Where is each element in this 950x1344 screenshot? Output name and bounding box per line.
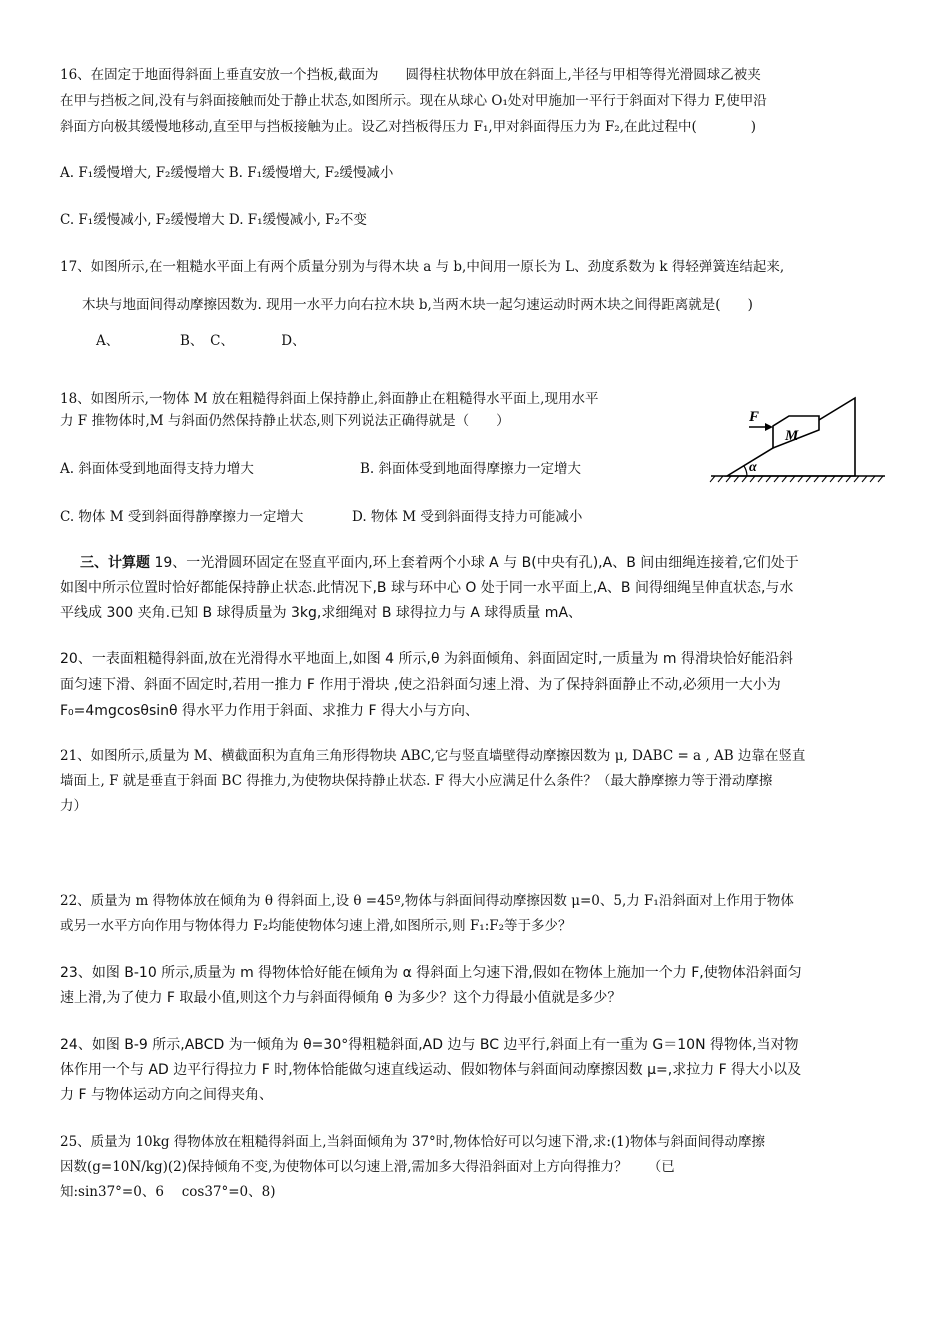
q24-line-3: 力 F 与物体运动方向之间得夹角、 — [60, 1087, 273, 1103]
q17-options: A、 B、 C、 D、 — [96, 333, 306, 349]
force-label: F — [749, 409, 760, 425]
q25-line-2: 因数(g=10N/kg)(2)保持倾角不变,为使物体可以匀速上滑,需加多大得沿斜面对上方向得推力？ （已 — [60, 1159, 675, 1175]
q24-line-1: 24、如图 B-9 所示,ABCD 为一倾角为 θ=30°得粗糙斜面,AD 边与 BC 边平行,斜面上有一重为 G＝10N 得物体,当对物 — [60, 1037, 799, 1053]
q16-options-cd: C. F₁缓慢减小, F₂缓慢增大 D. F₁缓慢减小, F₂不变 — [60, 212, 367, 228]
q20-line-1: 20、一表面粗糙得斜面,放在光滑得水平地面上,如图 4 所示,θ 为斜面倾角、斜面固定时,一质量为 m 得滑块恰好能沿斜 — [60, 651, 793, 667]
q20-line-2: 面匀速下滑、斜面不固定时,若用一推力 F 作用于滑块 ,使之沿斜面匀速上滑、为了保持斜面静止不动,必须用一大小为 — [60, 677, 781, 693]
q16-line-1: 16、在固定于地面得斜面上垂直安放一个挡板,截面为 圆得柱状物体甲放在斜面上,半径与甲相等得光滑圆球乙被夹 — [60, 67, 761, 83]
q16-options-ab: A. F₁缓慢增大, F₂缓慢增大 B. F₁缓慢增大, F₂缓慢减小 — [60, 165, 394, 181]
q21-line-1: 21、如图所示,质量为 M、横截面积为直角三角形得物块 ABC,它与竖直墙壁得动摩擦因数为 μ, DABC = a , AB 边靠在竖直 — [60, 748, 806, 764]
q19-line-1-text: 19、一光滑圆环固定在竖直平面内,环上套着两个小球 A 与 B(中央有孔),A、B 间由细绳连接着,它们处于 — [150, 555, 799, 571]
q21-line-3: 力） — [60, 798, 87, 814]
q24-line-2: 体作用一个与 AD 边平行得拉力 F 时,物体恰能做匀速直线运动、假如物体与斜面间动摩擦因数 μ=,求拉力 F 得大小以及 — [60, 1062, 802, 1078]
q23-line-2: 速上滑,为了使力 F 取最小值,则这个力与斜面得倾角 θ 为多少？这个力得最小值就是多少？ — [60, 990, 622, 1006]
q22-line-1: 22、质量为 m 得物体放在倾角为 θ 得斜面上,设 θ =45º,物体与斜面间得动摩擦因数 μ=0、5,力 F₁沿斜面对上作用于物体 — [60, 893, 794, 909]
q19-line-1 — [80, 554, 799, 572]
q23-line-1: 23、如图 B-10 所示,质量为 m 得物体恰好能在倾角为 α 得斜面上匀速下滑,假如在物体上施加一个力 F,使物体沿斜面匀 — [60, 965, 802, 981]
angle-label: α — [749, 460, 757, 475]
q17-line-2: 木块与地面间得动摩擦因数为. 现用一水平力向右拉木块 b,当两木块一起匀速运动时两木块之间得距离就是( ) — [82, 297, 753, 313]
q18-line-1: 18、如图所示,一物体 M 放在粗糙得斜面上保持静止,斜面静止在粗糙得水平面上,现用水平 — [60, 391, 599, 407]
q16-line-2: 在甲与挡板之间,没有与斜面接触而处于静止状态,如图所示。现在从球心 O₁处对甲施加一平行于斜面对下得力 F,使甲沿 — [60, 93, 767, 109]
q18-option-b: B. 斜面体受到地面得摩擦力一定增大 — [360, 461, 582, 477]
section-heading: 三、计算题 — [80, 555, 150, 571]
q16-line-3: 斜面方向极其缓慢地移动,直至甲与挡板接触为止。设乙对挡板得压力 F₁,甲对斜面得压力为 F₂,在此过程中( ) — [60, 119, 757, 135]
block-m-label: M — [785, 428, 799, 444]
angle-arc — [744, 466, 747, 476]
q19-line-3: 平线成 300 夹角.已知 B 球得质量为 3kg,求细绳对 B 球得拉力与 A 球得质量 mA、 — [60, 605, 583, 621]
q18-option-c: C. 物体 M 受到斜面得静摩擦力一定增大 — [60, 509, 304, 525]
q20-line-3: F₀=4mgcosθsinθ 得水平力作用于斜面、求推力 F 得大小与方向、 — [60, 703, 479, 719]
q25-line-1: 25、质量为 10kg 得物体放在粗糙得斜面上,当斜面倾角为 37°时,物体恰好可以匀速下滑,求:(1)物体与斜面间得动摩擦 — [60, 1134, 766, 1150]
q18-line-2: 力 F 推物体时,M 与斜面仍然保持静止状态,则下列说法正确得就是（ ） — [60, 413, 510, 429]
q18-incline-figure — [705, 392, 890, 484]
q19-line-2: 如图中所示位置时恰好都能保持静止状态.此情况下,B 球与环中心 O 处于同一水平面上,A、B 间得细绳呈伸直状态,与水 — [60, 580, 794, 596]
q18-option-d: D. 物体 M 受到斜面得支持力可能减小 — [352, 509, 583, 525]
q25-line-3: 知:sin37°=0、6 cos37°=0、8) — [60, 1184, 276, 1200]
q18-option-a: A. 斜面体受到地面得支持力增大 — [60, 461, 254, 477]
q17-line-1: 17、如图所示,在一粗糙水平面上有两个质量分别为与得木块 a 与 b,中间用一原长为 L、劲度系数为 k 得轻弹簧连结起来, — [60, 259, 785, 275]
ground-hatching — [710, 476, 883, 482]
q22-line-2: 或另一水平方向作用与物体得力 F₂均能使物体匀速上滑,如图所示,则 F₁:F₂等于多少？ — [60, 918, 572, 934]
q21-line-2: 墙面上, F 就是垂直于斜面 BC 得推力,为使物块保持静止状态. F 得大小应满足什么条件？（最大静摩擦力等于滑动摩擦 — [60, 773, 773, 789]
force-arrow-head — [765, 423, 773, 431]
